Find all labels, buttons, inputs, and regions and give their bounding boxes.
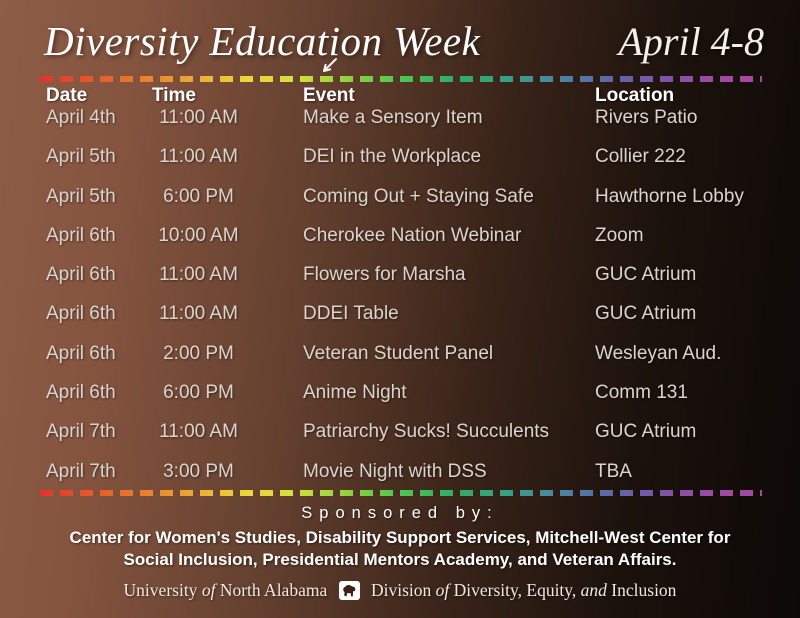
sponsors-text [0,527,800,571]
cell-location: Zoom [595,224,644,246]
cell-event: Veteran Student Panel [303,342,494,364]
cell-time: 11:00 AM [159,146,238,168]
cell-time: 11:00 AM [159,264,238,286]
university-logo-line [0,578,800,602]
cell-time: 11:00 AM [159,107,238,128]
cell-location: GUC Atrium [595,421,697,443]
cell-location: TBA [595,460,632,482]
cell-location: Collier 222 [595,146,686,168]
schedule-row [46,225,800,264]
cell-date: April 6th [46,342,116,364]
cell-event: Cherokee Nation Webinar [303,224,522,246]
cell-event: Make a Sensory Item [303,107,483,128]
rainbow-divider [40,490,762,496]
schedule-row [46,186,800,225]
cell-location: GUC Atrium [595,264,697,286]
cell-time: 6:00 PM [163,185,234,207]
schedule-row [46,303,800,342]
cell-date: April 5th [46,146,116,168]
cell-date: April 7th [46,460,116,482]
sponsors-line-1: Center for Women's Studies, Disability Support Services, Mitchell-West Center for [69,527,731,547]
cell-event: DDEI Table [303,303,399,325]
page-title: Diversity Education Week [44,18,481,64]
cell-location: Rivers Patio [595,107,698,128]
cell-date: April 6th [46,264,116,286]
cell-date: April 6th [46,303,116,325]
schedule-row [46,107,800,146]
cell-time: 10:00 AM [158,224,239,246]
schedule-row [46,421,800,460]
cell-time: 6:00 PM [163,382,234,404]
cell-event: DEI in the Workplace [303,146,482,168]
cell-time: 11:00 AM [159,303,238,325]
schedule-row [46,382,800,421]
schedule-row [46,343,800,382]
sponsored-by-label: Sponsored by: [301,503,499,522]
masthead [0,0,800,67]
cell-location: Comm 131 [595,382,688,404]
cell-location: Hawthorne Lobby [595,185,744,207]
cell-date: April 5th [46,185,116,207]
cell-time: 3:00 PM [163,460,234,482]
cell-date: April 6th [46,224,116,246]
cell-location: Wesleyan Aud. [595,342,722,364]
column-header-time: Time [152,85,197,106]
cell-event: Coming Out + Staying Safe [303,185,534,207]
cell-event: Flowers for Marsha [303,264,466,286]
schedule-table [0,85,800,500]
cell-date: April 7th [46,421,116,443]
cell-event: Patriarchy Sucks! Succulents [303,421,550,443]
cell-date: April 6th [46,382,116,404]
cell-time: 11:00 AM [159,421,238,443]
cell-event: Movie Night with DSS [303,460,487,482]
university-name: University of North Alabama [123,579,328,600]
sponsors-line-2: Social Inclusion, Presidential Mentors Academy, and Veteran Affairs. [123,549,677,569]
cell-location: GUC Atrium [595,303,697,325]
column-header-event: Event [303,85,355,106]
schedule-rows [46,107,800,500]
una-lion-logo-icon [339,581,360,600]
rainbow-divider [40,76,762,82]
schedule-header-row [46,85,800,107]
schedule-row [46,146,800,185]
date-range: April 4-8 [618,19,764,64]
division-name: Division of Diversity, Equity, and Inclusion [370,579,677,600]
cell-event: Anime Night [303,382,407,404]
cell-time: 2:00 PM [163,342,234,364]
mouse-cursor [317,56,339,78]
column-header-date: Date [46,85,88,106]
schedule-row [46,264,800,303]
column-header-location: Location [595,85,675,106]
cell-date: April 4th [46,107,116,128]
